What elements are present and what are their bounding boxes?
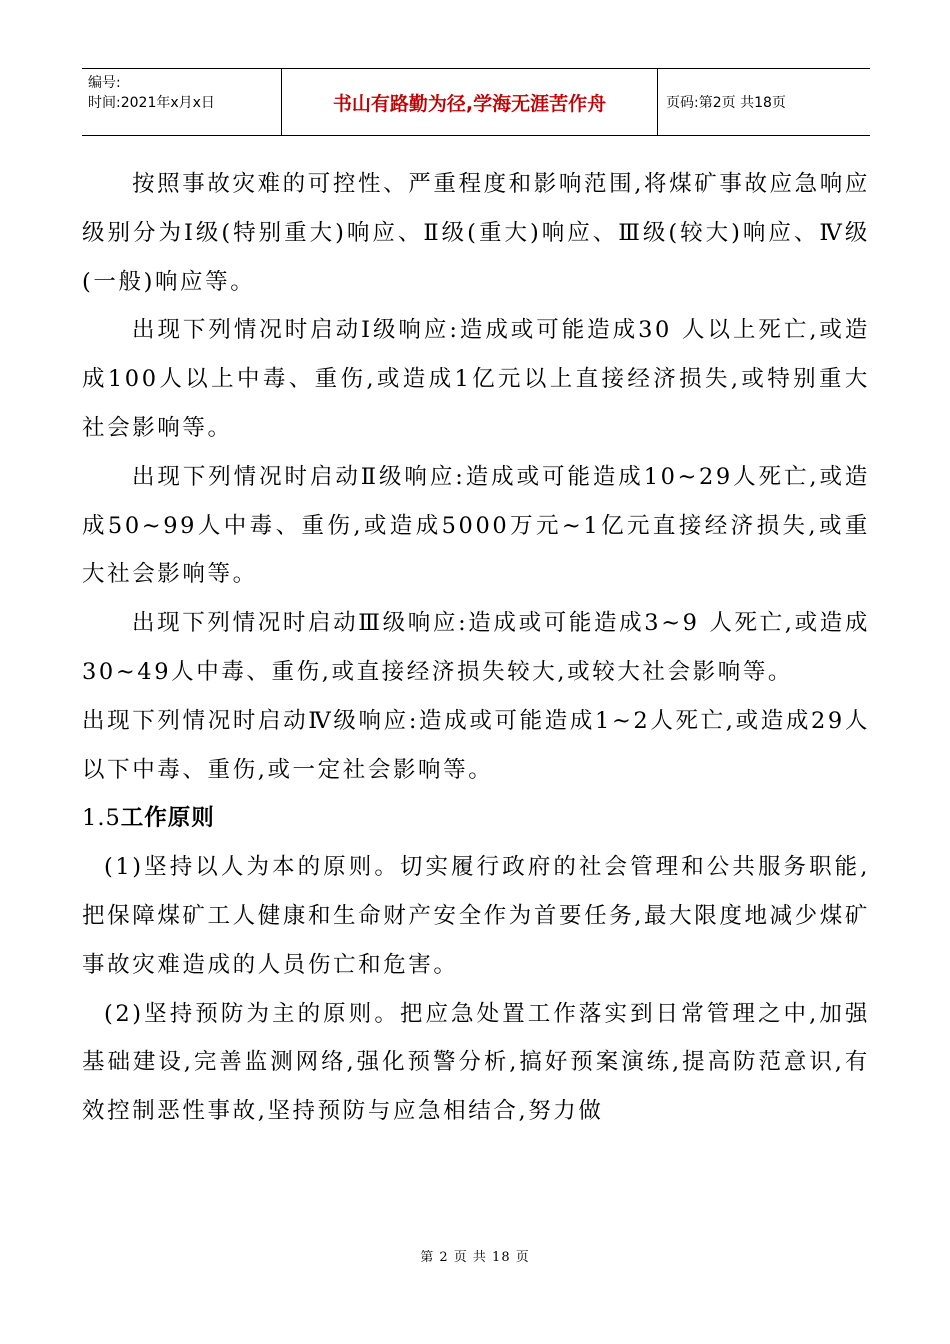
page-header: [82, 68, 870, 136]
document-time-label: 时间:2021年x月x日: [88, 95, 215, 111]
paragraph-level-3: 出现下列情况时启动Ⅲ级响应:造成或可能造成3~9 人死亡,或造成30~49人中毒、重伤,或直接经济损失较大,或较大社会影响等。: [82, 610, 870, 685]
header-motto: 书山有路勤为径,学海无涯苦作舟: [332, 92, 607, 115]
header-page-info: 页码:第2页 共18页: [666, 95, 786, 111]
paragraph-level-1: 出现下列情况时启动Ⅰ级响应:造成或可能造成30 人以上死亡,或造成100人以上中毒、重伤,或造成1亿元以上直接经济损失,或特别重大社会影响等。: [82, 317, 870, 441]
page-footer: 第 2 页 共 18 页: [420, 1250, 530, 1265]
section-heading: [82, 794, 870, 843]
section-number: 1.5: [82, 805, 121, 832]
document-body: [82, 160, 870, 1136]
principle-paragraph: (1)坚持以人为本的原则。切实履行政府的社会管理和公共服务职能,把保障煤矿工人健康和生命财产安全作为首要任务,最大限度地减少煤矿事故灾难造成的人员伤亡和危害。: [82, 854, 870, 978]
header-page-cell: [658, 69, 870, 135]
paragraph-response-levels: 按照事故灾难的可控性、严重程度和影响范围,将煤矿事故应急响应级别分为Ⅰ级(特别重大)响应、Ⅱ级(重大)响应、Ⅲ级(较大)响应、Ⅳ级(一般)响应等。: [82, 171, 870, 295]
paragraph-level-4: 出现下列情况时启动Ⅳ级响应:造成或可能造成1~2人死亡,或造成29人以下中毒、重伤,或一定社会影响等。: [82, 707, 870, 783]
paragraph-level-2: 出现下列情况时启动Ⅱ级响应:造成或可能造成10~29人死亡,或造成50~99人中毒、重伤,或造成5000万元~1亿元直接经济损失,或重大社会影响等。: [82, 463, 870, 588]
document-number-label: 编号:: [88, 75, 121, 91]
header-meta-cell: [82, 69, 282, 135]
section-title: 工作原则: [120, 805, 215, 832]
principle-paragraph: (2)坚持预防为主的原则。把应急处置工作落实到日常管理之中,加强基础建设,完善监测网络,强化预警分析,搞好预案演练,提高防范意识,有效控制恶性事故,坚持预防与应急相结合,努力做: [82, 1000, 870, 1125]
header-motto-cell: [282, 69, 658, 135]
